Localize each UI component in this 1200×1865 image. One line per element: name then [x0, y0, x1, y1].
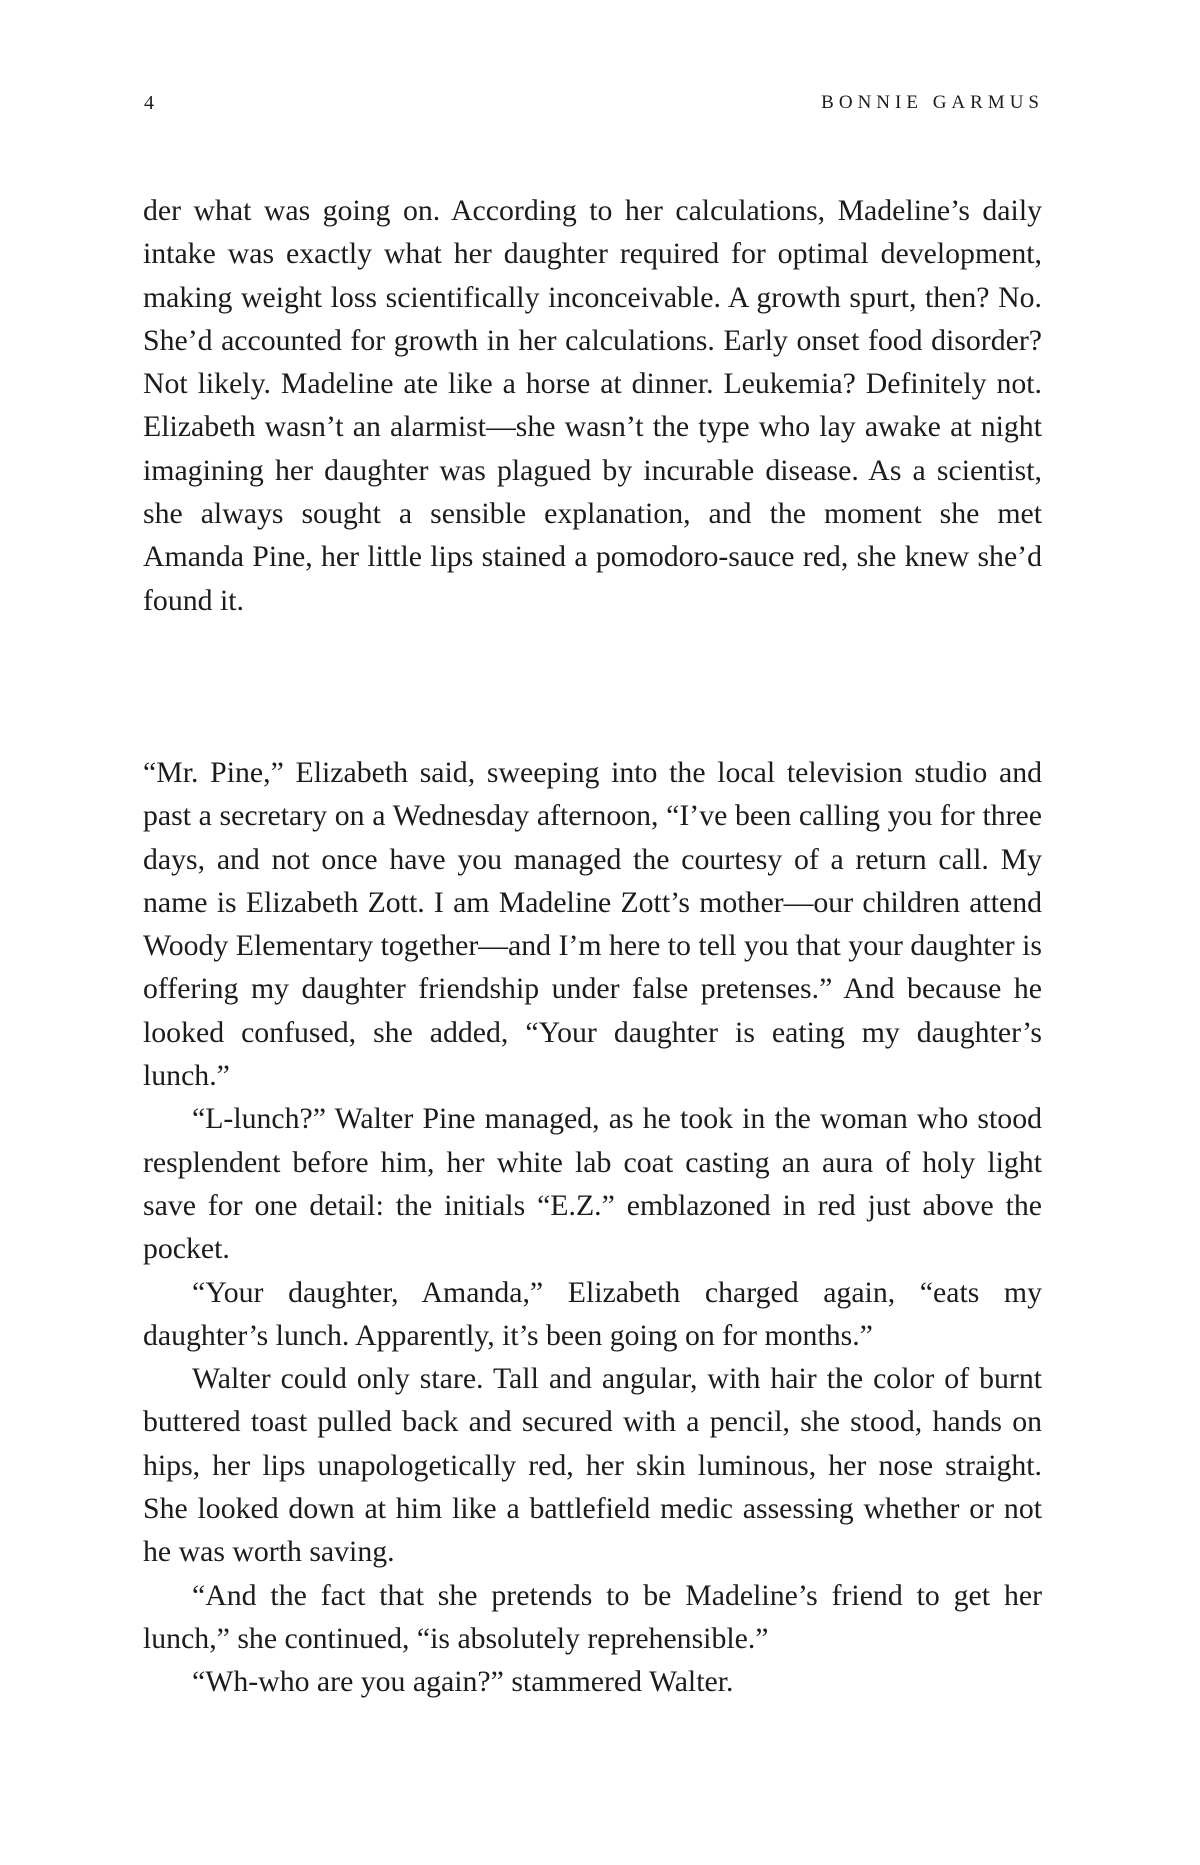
paragraph: “And the fact that she pretends to be Madeline’s friend to get her lunch,” she continued, “is absolutely reprehensible.”	[143, 1578, 1042, 1655]
paragraph: “L-lunch?” Walter Pine managed, as he took in the woman who stood resplendent before him, her white lab coat casting an aura of holy light save for one detail: the initials “E.Z.” emblazoned in red just above the pocket.	[143, 1102, 1042, 1266]
page-number: 4	[144, 92, 154, 114]
text-section-2	[143, 751, 1042, 1704]
paragraph: “Your daughter, Amanda,” Elizabeth charged again, “eats my daughter’s lunch. Apparently, it’s been going on for months.”	[143, 1275, 1042, 1352]
paragraph: der what was going on. According to her calculations, Madeline’s daily intake was exactly what her daughter required for optimal development, making weight loss scientifically inconceivable. A growth spurt, then? No. She’d accounted for growth in her calculations. Early onset food disorder? Not likely. Madeline ate like a horse at dinner. Leukemia? Definitely not. Elizabeth wasn’t an alarmist—she wasn’t the type who lay awake at night imagining her daughter was plagued by incurable disease. As a scientist, she always sought a sensible explanation, and the moment she met Amanda Pine, her little lips stained a pomodoro-sauce red, she knew she’d found it.	[143, 194, 1042, 617]
text-section-1	[143, 189, 1042, 622]
running-head	[144, 88, 1044, 118]
paragraph: Walter could only stare. Tall and angular, with hair the color of burnt buttered toast pulled back and secured with a pencil, she stood, hands on hips, her lips unapologetically red, her skin luminous, her nose straight. She looked down at him like a battlefield medic assessing whether or not he was worth saving.	[143, 1362, 1042, 1569]
running-title: BONNIE GARMUS	[821, 92, 1044, 113]
paragraph: “Mr. Pine,” Elizabeth said, sweeping into the local television studio and past a secretary on a Wednesday afternoon, “I’ve been calling you for three days, and not once have you managed the courtesy of a return call. My name is Elizabeth Zott. I am Madeline Zott’s mother—our children attend Woody Elementary together—and I’m here to tell you that your daughter is offering my daughter friendship under false pretenses.” And because he looked confused, she added, “Your daughter is eating my daughter’s lunch.”	[143, 756, 1042, 1093]
paragraph: “Wh-who are you again?” stammered Walter.	[192, 1665, 734, 1699]
